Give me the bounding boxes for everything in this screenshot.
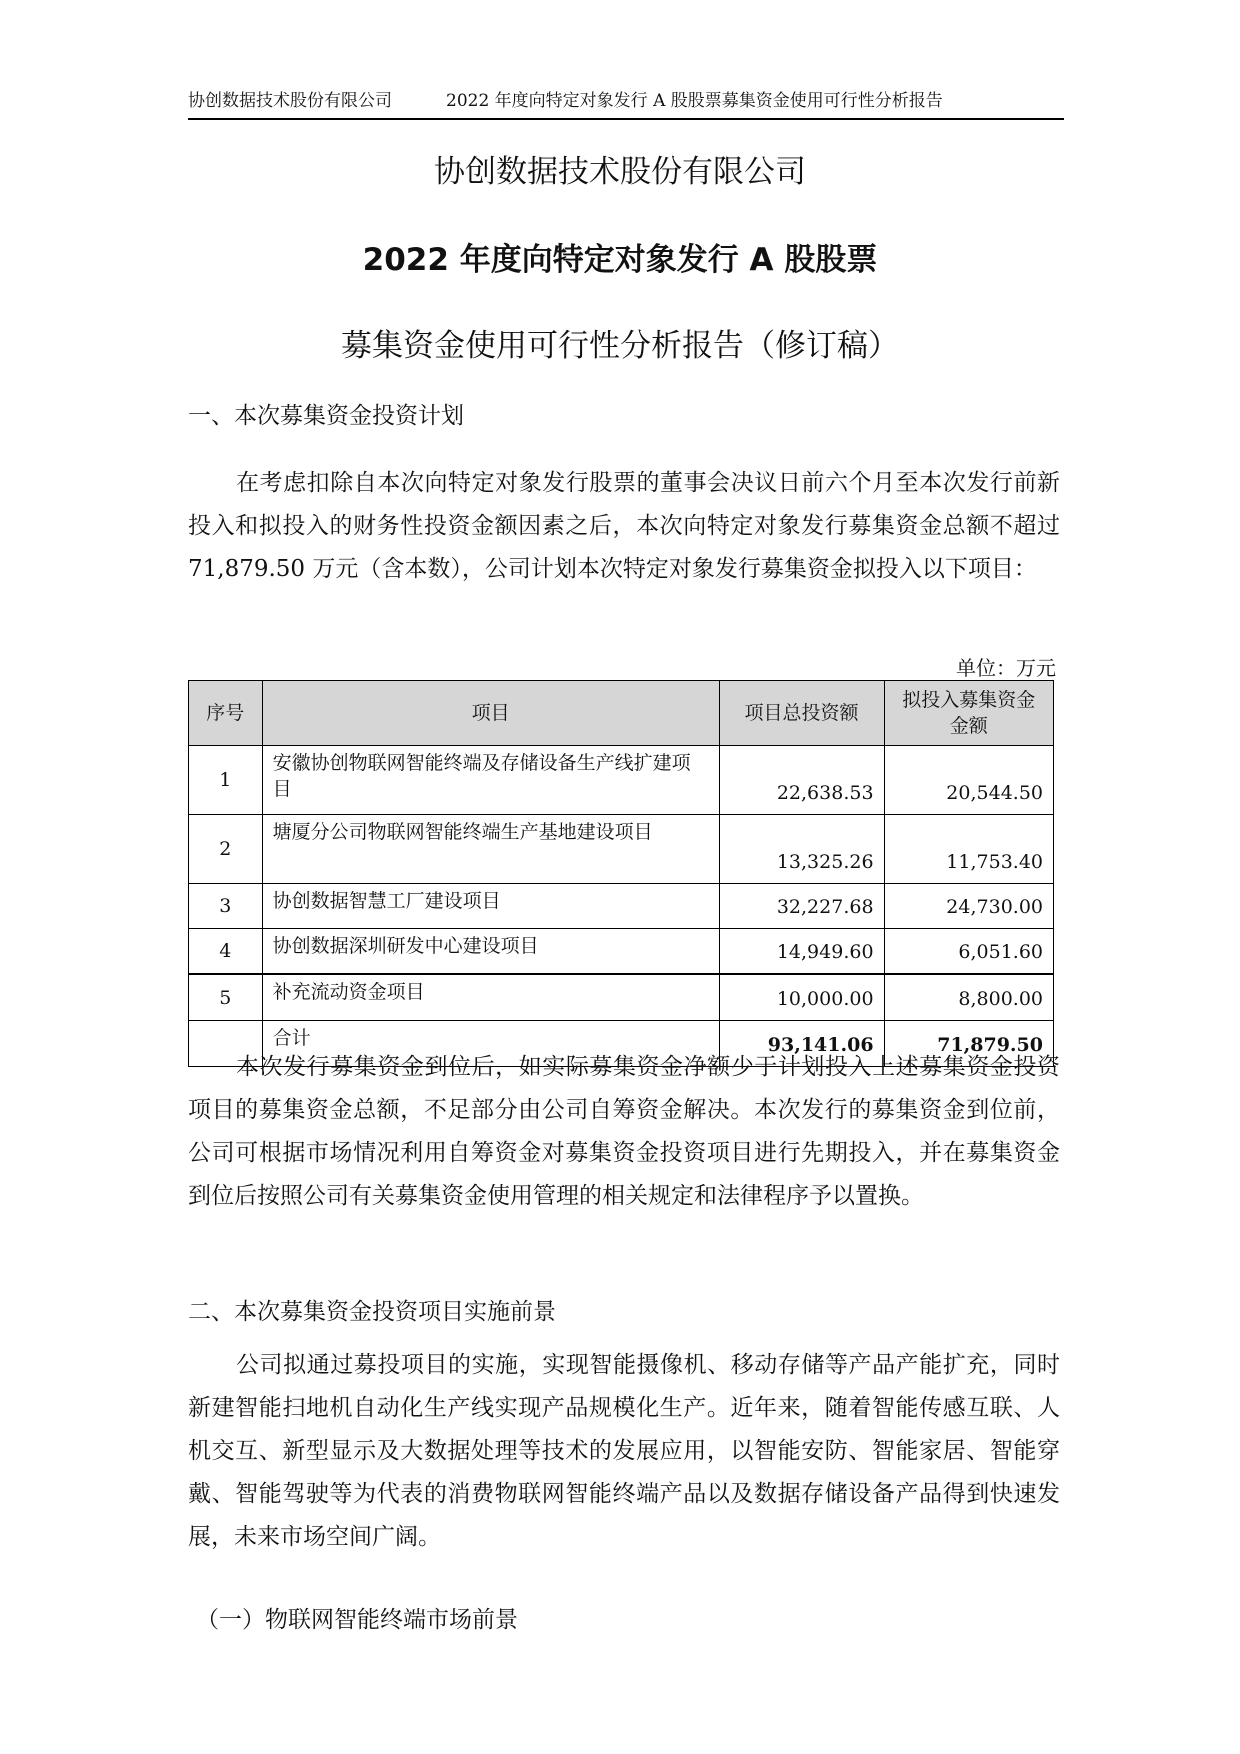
row-total: 13,325.26 xyxy=(719,815,884,884)
section2-paragraph: 公司拟通过募投项目的实施，实现智能摄像机、移动存储等产品产能扩充，同时新建智能扫地机自动化生产线实现产品规模化生产。近年来，随着智能传感互联、人机交互、新型显示及大数据处理等技术的发展应用，以智能安防、智能家居、智能穿戴、智能驾驶等为代表的消费物联网智能终端产品以及数据存储设备产品得到快速发展，未来市场空间广阔。 xyxy=(188,1352,1060,1550)
row-raised: 11,753.40 xyxy=(884,815,1053,884)
total-row-raised: 71,879.50 xyxy=(884,1021,1053,1067)
header-total-investment: 项目总投资额 xyxy=(719,681,884,746)
total-row-total: 93,141.06 xyxy=(719,1021,884,1067)
row-total: 14,949.60 xyxy=(719,929,884,975)
total-row-label: 合计 xyxy=(262,1021,719,1067)
row-no: 1 xyxy=(189,746,263,815)
section2-heading: 二、本次募集资金投资项目实施前景 xyxy=(188,1299,556,1325)
header-project: 项目 xyxy=(262,681,719,746)
header-company: 协创数据技术股份有限公司 xyxy=(188,91,392,111)
row-project: 协创数据智慧工厂建设项目 xyxy=(262,884,719,929)
title-offering: 2022 年度向特定对象发行 A 股股票 xyxy=(362,242,878,278)
row-total: 32,227.68 xyxy=(719,884,884,929)
row-no: 4 xyxy=(189,929,263,975)
table-row xyxy=(189,974,1054,1021)
row-raised: 20,544.50 xyxy=(884,746,1053,815)
section1-paragraph: 在考虑扣除自本次向特定对象发行股票的董事会决议日前六个月至本次发行前新投入和拟投入的财务性投资金额因素之后，本次向特定对象发行募集资金总额不超过 71,879.50 万元（含本数），公司计划本次特定对象发行募集资金拟投入以下项目： xyxy=(188,470,1060,582)
section1-heading: 一、本次募集资金投资计划 xyxy=(188,403,464,429)
row-project: 补充流动资金项目 xyxy=(262,974,719,1021)
row-project: 协创数据深圳研发中心建设项目 xyxy=(262,929,719,975)
row-project: 安徽协创物联网智能终端及存储设备生产线扩建项目 xyxy=(262,746,719,815)
table-row xyxy=(189,929,1054,975)
header-raised-amount: 拟投入募集资金金额 xyxy=(884,681,1053,746)
table-header-row xyxy=(189,681,1054,746)
row-raised: 8,800.00 xyxy=(884,974,1053,1021)
table-row xyxy=(189,815,1054,884)
row-raised: 6,051.60 xyxy=(884,929,1053,975)
row-no: 2 xyxy=(189,815,263,884)
header-report-title: 2022 年度向特定对象发行 A 股股票募集资金使用可行性分析报告 xyxy=(446,91,943,111)
investment-table xyxy=(188,680,1054,1067)
header-no: 序号 xyxy=(189,681,263,746)
running-header xyxy=(188,88,1064,120)
table-unit-label: 单位：万元 xyxy=(956,656,1056,680)
table-row xyxy=(189,746,1054,815)
row-raised: 24,730.00 xyxy=(884,884,1053,929)
row-no: 3 xyxy=(189,884,263,929)
section2-subheading: （一）物联网智能终端市场前景 xyxy=(196,1607,518,1633)
title-company: 协创数据技术股份有限公司 xyxy=(434,154,806,190)
title-report: 募集资金使用可行性分析报告（修订稿） xyxy=(341,328,899,364)
row-total: 10,000.00 xyxy=(719,974,884,1021)
row-project: 塘厦分公司物联网智能终端生产基地建设项目 xyxy=(262,815,719,884)
row-total: 22,638.53 xyxy=(719,746,884,815)
row-no: 5 xyxy=(189,974,263,1021)
after-table-paragraph: 本次发行募集资金到位后，如实际募集资金净额少于计划投入上述募集资金投资项目的募集资金总额，不足部分由公司自筹资金解决。本次发行的募集资金到位前，公司可根据市场情况利用自筹资金对募集资金投资项目进行先期投入，并在募集资金到位后按照公司有关募集资金使用管理的相关规定和法律程序予以置换。 xyxy=(188,1054,1060,1209)
table-row xyxy=(189,884,1054,929)
